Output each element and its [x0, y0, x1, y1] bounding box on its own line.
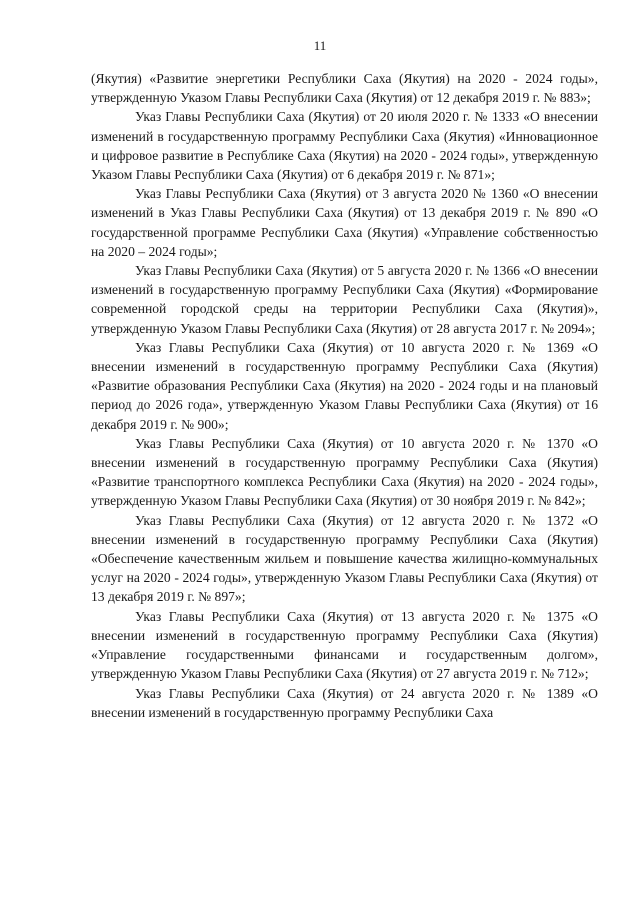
paragraph-continuation: (Якутия) «Развитие энергетики Республики Саха (Якутия) на 2020 - 2024 годы», утвержденную Указом Главы Республики Саха (Якутия) от 12 декабря 2019 г. № 883»; — [91, 71, 598, 106]
paragraph-decree-1369: Указ Главы Республики Саха (Якутия) от 10 августа 2020 г. № 1369 «О внесении изменений в государственную программу Республики Саха (Якутия) «Развитие образования Республики Саха (Якутия) на 2020 - 2024 годы и на плановый период до 2026 года», утвержденную Указом Главы Республики Саха (Якутия) от 16 декабря 2019 г. № 900»; — [91, 339, 598, 432]
paragraph-decree-1372: Указ Главы Республики Саха (Якутия) от 12 августа 2020 г. № 1372 «О внесении изменений в государственную программу Республики Саха (Якутия) «Обеспечение качественным жильем и повышение качества жилищно-коммунальных услуг на 2020 - 2024 годы», утвержденную Указом Главы Республики Саха (Якутия) от 13 декабря 2019 г. № 897»; — [91, 512, 598, 605]
page-number: 11 — [313, 38, 327, 53]
paragraph-decree-1370: Указ Главы Республики Саха (Якутия) от 10 августа 2020 г. № 1370 «О внесении изменений в государственную программу Республики Саха (Якутия) «Развитие транспортного комплекса Республики Саха (Якутия) на 2020 - 2024 годы», утвержденную Указом Главы Республики Саха (Якутия) от 30 ноября 2019 г. № 842»; — [91, 435, 598, 509]
paragraph-decree-1366: Указ Главы Республики Саха (Якутия) от 5 августа 2020 г. № 1366 «О внесении изменений в государственную программу Республики Саха (Якутия) «Формирование современной городской среды на территории Республики Саха (Якутия)», утвержденную Указом Главы Республики Саха (Якутия) от 28 августа 2017 г. № 2094»; — [91, 263, 598, 336]
paragraph-decree-1375: Указ Главы Республики Саха (Якутия) от 13 августа 2020 г. № 1375 «О внесении изменений в государственную программу Республики Саха (Якутия) «Управление государственными финансами и государственным долгом», утвержденную Указом Главы Республики Саха (Якутия) от 27 августа 2019 г. № 712»; — [91, 608, 598, 682]
paragraph-decree-1360: Указ Главы Республики Саха (Якутия) от 3 августа 2020 № 1360 «О внесении изменений в Указ Главы Республики Саха (Якутия) от 13 декабря 2019 г. № 890 «О государственной программе Республики Саха (Якутия) «Управление собственностью на 2020 – 2024 годы»; — [91, 186, 598, 259]
paragraph-decree-1333: Указ Главы Республики Саха (Якутия) от 20 июля 2020 г. № 1333 «О внесении изменений в государственную программу Республики Саха (Якутия) «Инновационное и цифровое развитие в Республике Саха (Якутия) на 2020 - 2024 годы», утвержденную Указом Главы Республики Саха (Якутия) от 6 декабря 2019 г. № 871»; — [91, 109, 598, 183]
paragraph-decree-1389: Указ Главы Республики Саха (Якутия) от 24 августа 2020 г. № 1389 «О внесении изменений в государственную программу Республики Саха — [91, 685, 598, 720]
document-body — [91, 69, 598, 722]
